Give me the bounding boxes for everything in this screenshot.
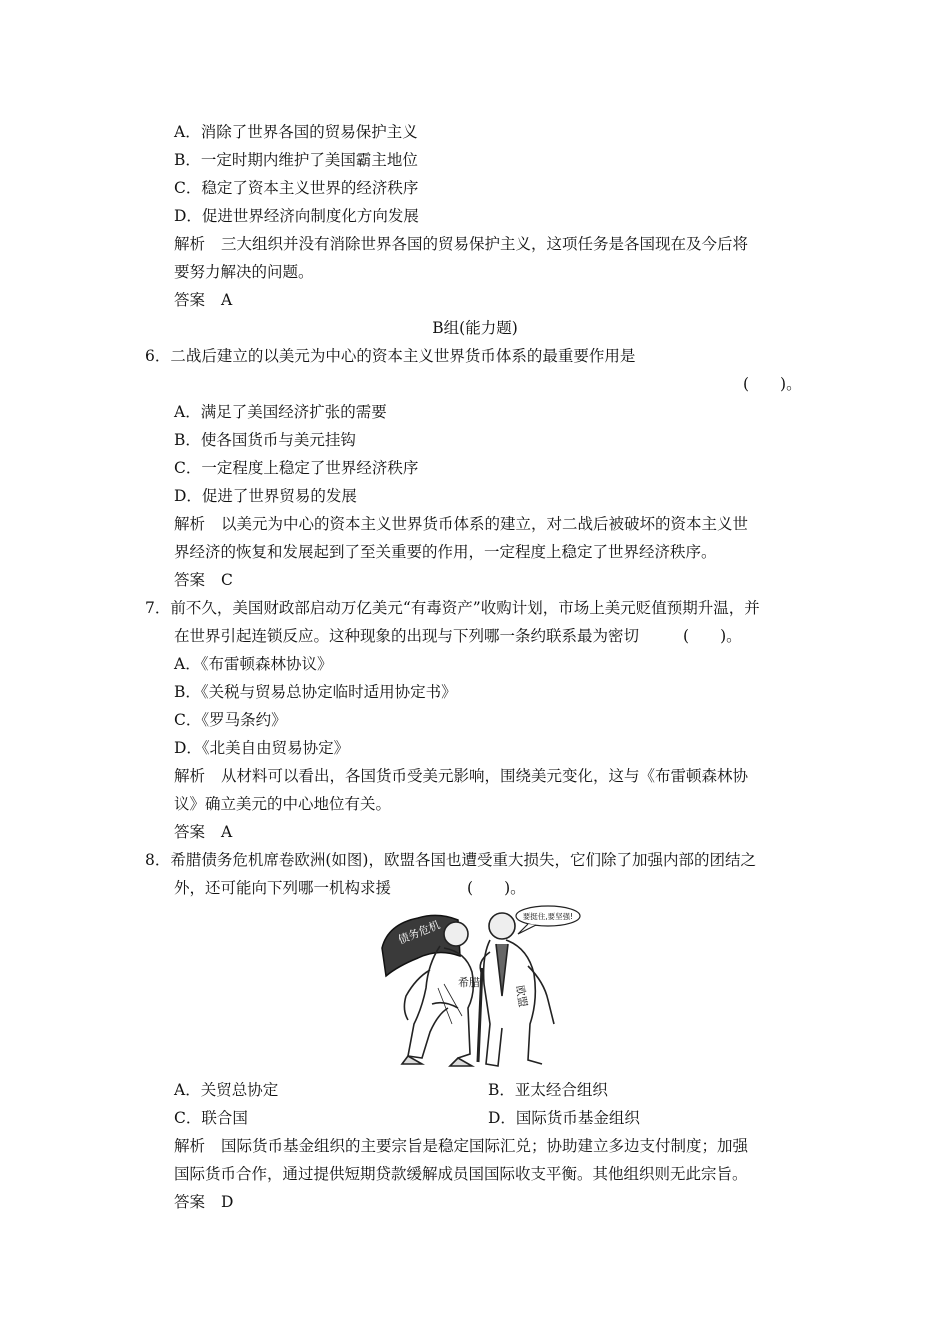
q5-option-d: D．促进世界经济向制度化方向发展 (174, 207, 419, 225)
q7-stem-line-1 (145, 598, 760, 618)
question-stem: 外，还可能向下列哪一机构求援 (174, 879, 392, 897)
analysis-text: 三大组织并没有消除世界各国的贸易保护主义，这项任务是各国现在及今后将 (221, 235, 749, 253)
q6-answer-blank: ( )。 (743, 375, 802, 393)
speech-bubble-tail (518, 924, 536, 934)
q7-option-b: B．《关税与贸易总协定临时适用协定书》 (174, 683, 457, 701)
analysis-text: 从材料可以看出，各国货币受美元影响，围绕美元变化，这与《布雷顿森林协 (221, 767, 749, 785)
answer-value: A (221, 291, 233, 309)
q8-analysis-line-1 (174, 1136, 748, 1156)
banner-text: 债务危机 (396, 918, 442, 947)
section-title: B组(能力题) (432, 319, 518, 337)
political-cartoon (378, 904, 582, 1072)
q6-option-b: B．使各国货币与美元挂钩 (174, 431, 356, 449)
speech-bubble-text: 要挺住,要坚强! (522, 912, 574, 921)
question-stem: 二战后建立的以美元为中心的资本主义世界货币体系的最重要作用是 (170, 347, 636, 365)
q8-option-d: D．国际货币基金组织 (488, 1109, 640, 1127)
q8-answer (174, 1192, 233, 1212)
q8-analysis-line-2: 国际货币合作，通过提供短期贷款缓解成员国国际收支平衡。其他组织则无此宗旨。 (174, 1165, 748, 1183)
q6-option-a: A．满足了美国经济扩张的需要 (174, 403, 387, 421)
answer-blank: ( )。 (467, 879, 526, 897)
question-number: 8． (145, 851, 171, 869)
q8-option-c: C．联合国 (174, 1109, 248, 1127)
q5-option-a: A．消除了世界各国的贸易保护主义 (174, 123, 418, 141)
analysis-label: 解析 (174, 515, 206, 533)
q7-analysis-line-1 (174, 766, 748, 786)
q6-analysis-line-1 (174, 514, 748, 534)
q7-answer (174, 822, 232, 842)
answer-value: A (221, 823, 233, 841)
analysis-label: 解析 (174, 235, 206, 253)
q6-stem (145, 346, 635, 366)
analysis-text: 国际货币基金组织的主要宗旨是稳定国际汇兑；协助建立多边支付制度；加强 (221, 1137, 749, 1155)
q6-answer (174, 570, 233, 590)
q6-option-c: C．一定程度上稳定了世界经济秩序 (174, 459, 419, 477)
q7-analysis-line-2: 议》确立美元的中心地位有关。 (174, 795, 392, 813)
q7-option-d: D．《北美自由贸易协定》 (174, 739, 350, 757)
analysis-label: 解析 (174, 767, 206, 785)
answer-label: 答案 (174, 571, 206, 589)
question-stem: 希腊债务危机席卷欧洲(如图)，欧盟各国也遭受重大损失，它们除了加强内部的团结之 (170, 851, 756, 869)
question-stem: 前不久，美国财政部启动万亿美元“有毒资产”收购计划，市场上美元贬值预期升温，并 (170, 599, 760, 617)
analysis-text: 以美元为中心的资本主义世界货币体系的建立，对二战后被破坏的资本主义世 (221, 515, 749, 533)
q8-stem-line-1 (145, 850, 756, 870)
q5-answer (174, 290, 232, 310)
question-stem: 在世界引起连锁反应。这种现象的出现与下列哪一条约联系最为密切 (174, 627, 640, 645)
q7-stem-line-2 (174, 626, 742, 646)
q8-stem-line-2 (174, 878, 526, 898)
q7-option-a: A．《布雷顿森林协议》 (174, 655, 333, 673)
answer-label: 答案 (174, 1193, 206, 1211)
answer-value: D (221, 1193, 234, 1211)
q5-analysis-line-1 (174, 234, 748, 254)
answer-value: C (221, 571, 233, 589)
question-number: 7． (145, 599, 171, 617)
q5-option-b: B．一定时期内维护了美国霸主地位 (174, 151, 418, 169)
question-number: 6． (145, 347, 171, 365)
greece-label: 希腊 (458, 976, 480, 989)
q6-option-d: D．促进了世界贸易的发展 (174, 487, 357, 505)
answer-blank: ( )。 (683, 627, 742, 645)
answer-label: 答案 (174, 291, 206, 309)
q8-option-a: A．关贸总协定 (174, 1081, 279, 1099)
q8-option-b: B．亚太经合组织 (488, 1081, 608, 1099)
answer-label: 答案 (174, 823, 206, 841)
q6-analysis-line-2: 界经济的恢复和发展起到了至关重要的作用，一定程度上稳定了世界经济秩序。 (174, 543, 717, 561)
q5-analysis-line-2: 要努力解决的问题。 (174, 263, 314, 281)
eu-label: 欧盟 (513, 984, 530, 1009)
analysis-label: 解析 (174, 1137, 206, 1155)
q5-option-c: C．稳定了资本主义世界的经济秩序 (174, 179, 419, 197)
q7-option-c: C．《罗马条约》 (174, 711, 287, 729)
